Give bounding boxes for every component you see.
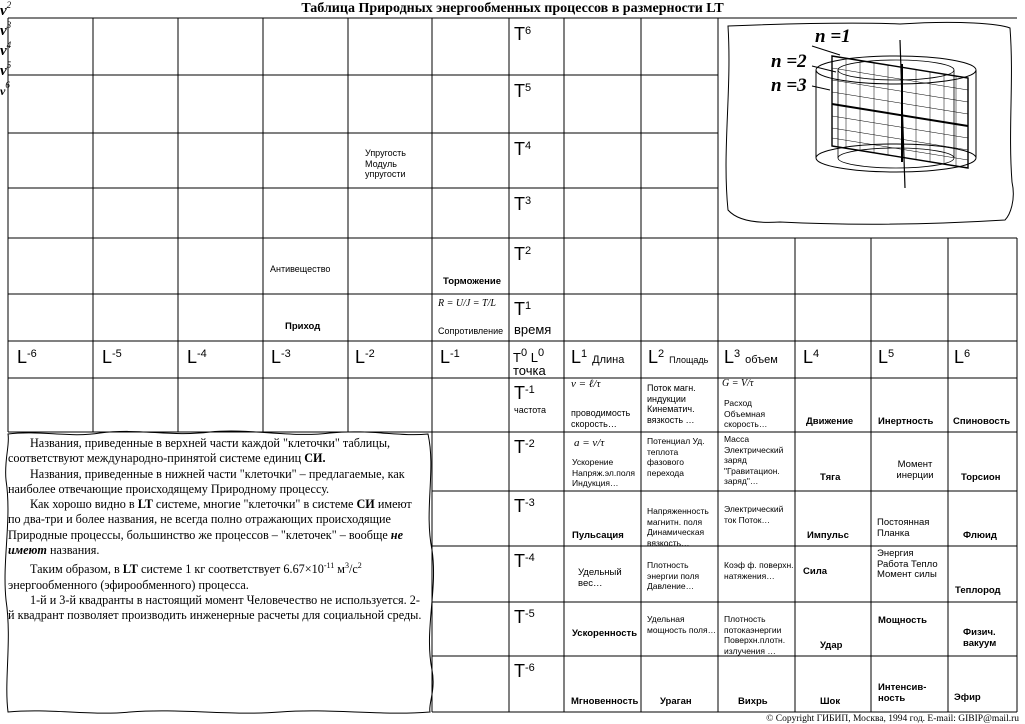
page-title: Таблица Природных энергообменных процессов в размерности LT xyxy=(301,1,724,16)
paragraph-1: Названия, приведенные в верхней части каждой "клеточки" таблицы, соответствуют международно-принятой системе единиц СИ. xyxy=(8,436,391,466)
axis-t6: $T^6$ xyxy=(514,24,532,44)
axis-l2: $L^2$ Площадь xyxy=(648,347,709,367)
axis-l3: $L^3$ объем xyxy=(724,347,778,367)
axis-l5: $L^5$ xyxy=(878,347,895,367)
cell-speeding: Ускоренность xyxy=(572,628,638,639)
axis-lm5: $L^{-5}$ xyxy=(102,347,122,367)
axis-t1: $T^1$ xyxy=(514,299,532,319)
axis-tm4: $T^{-4}$ xyxy=(514,551,535,571)
cell-conductivity: проводимость скорость… xyxy=(571,408,631,429)
paragraph-2: Названия, приведенные в нижней части "клеточки" – предлагаемые, как наиболее отвечающие происходящему Природному процессу. xyxy=(8,466,405,496)
cell-specific-weight: Удельный вес… xyxy=(578,568,622,589)
cell-motion: Движение xyxy=(806,416,854,427)
cell-antimatter: Антивещество xyxy=(270,264,331,274)
axis-tm3: $T^{-3}$ xyxy=(514,496,535,516)
axis-tm1: $T^{-1}$ xyxy=(514,383,535,403)
paragraph-3: Как хорошо видно в LT системе, многие "клеточки" в системе СИ имеют по два-три и более названия, не всегда полно отражающих происходящие Природные процессы, большинство же процессов – "клеточек" – вообще не имеют названия. xyxy=(8,497,412,558)
axis-t4: $T^4$ xyxy=(514,139,532,159)
cell-accel-formula: a = v/τ xyxy=(574,437,605,449)
cell-specific-power: Удельная мощность поля… xyxy=(647,614,717,635)
cell-flux-density: Плотность потокаэнергии Поверхн.плотн. излучения … xyxy=(724,614,786,656)
cell-planck: Постоянная Планка xyxy=(877,518,930,539)
axis-t3: $T^3$ xyxy=(514,194,532,214)
cell-moment-inertia: Момент инерции xyxy=(896,460,934,481)
cell-spinning: Спиновость xyxy=(953,416,1011,427)
cell-resistance-formula: R = U/J = T/L xyxy=(438,298,496,309)
cell-acceleration: Ускорение Напряж.эл.поля Индукция… xyxy=(572,457,635,488)
axis-lm2: $L^{-2}$ xyxy=(355,347,375,367)
cell-power: Мощность xyxy=(878,615,927,626)
cell-fluid: Флюид xyxy=(963,530,997,541)
axis-t0-label: точка xyxy=(513,363,546,378)
cell-intensity: Интенсив-ность xyxy=(878,683,927,704)
cell-elasticity: Упругость Модуль упругости xyxy=(365,148,406,179)
axis-tm6: $T^{-6}$ xyxy=(514,661,535,681)
cell-resistance: Сопротивление xyxy=(438,326,504,336)
axis-tm2: $T^{-2}$ xyxy=(514,437,535,457)
cell-instant: Мгновенность xyxy=(571,696,639,707)
axis-lm4: $L^{-4}$ xyxy=(187,347,207,367)
cell-force: Сила xyxy=(803,566,828,577)
cell-shock: Шок xyxy=(820,696,841,707)
cell-hurricane: Ураган xyxy=(660,696,692,707)
n3-label: n =3 xyxy=(771,75,807,96)
cell-consumption: Расход Объемная скорость… xyxy=(724,398,768,429)
cell-whirlwind: Вихрь xyxy=(738,696,768,707)
cylinder-diagram xyxy=(726,22,1013,224)
cell-flow-formula: G = V/τ xyxy=(722,378,754,389)
nu-6: $\nu^6$ xyxy=(0,80,10,98)
axis-t0: $T^0$ $L^0$ xyxy=(513,347,545,365)
cell-braking: Торможение xyxy=(443,276,502,287)
cell-income: Приход xyxy=(285,321,321,332)
cell-phys-vacuum: Физич. вакуум xyxy=(963,628,997,649)
cell-inertness: Инертность xyxy=(878,416,934,427)
cell-pulsation: Пульсация xyxy=(572,530,624,541)
axis-tm5: $T^{-5}$ xyxy=(514,607,535,627)
cell-magnetic-flux: Поток магн. индукции Кинематич. вязкость … xyxy=(647,383,696,425)
cell-energy: Энергия Работа Тепло Момент силы xyxy=(877,549,938,580)
axis-t5: $T^5$ xyxy=(514,81,532,101)
cell-ether: Эфир xyxy=(954,692,981,703)
axis-l4: $L^4$ xyxy=(803,347,820,367)
axis-t2: $T^2$ xyxy=(514,244,532,264)
nu-2: $\nu^2$ xyxy=(0,0,12,19)
cell-frequency: частота xyxy=(514,405,547,415)
cell-torsion: Торсион xyxy=(961,472,1001,483)
explanation-text xyxy=(8,436,426,624)
cell-impulse: Импульс xyxy=(807,530,849,541)
cell-speed-formula: v = ℓ/τ xyxy=(571,378,601,390)
nu-5: $\nu^5$ xyxy=(0,60,12,79)
cell-mass: Масса Электрический заряд "Гравитацион. заряд"… xyxy=(724,434,784,486)
copyright: © Copyright ГИБИП, Москва, 1994 год. E-mail: GIBIP@mail.ru xyxy=(766,714,1019,724)
cell-surface-tension: Коэф ф. поверхн. натяжения… xyxy=(724,560,794,581)
cell-electric-current: Электрический ток Поток… xyxy=(724,504,784,525)
axis-l6: $L^6$ xyxy=(954,347,971,367)
axis-lm1: $L^{-1}$ xyxy=(440,347,460,367)
nu-3: $\nu^3$ xyxy=(0,20,12,39)
axis-lm6: $L^{-6}$ xyxy=(17,347,37,367)
axis-l1: $L^1$ Длина xyxy=(571,347,625,367)
cell-teplorod: Теплород xyxy=(955,585,1001,596)
nu-4: $\nu^4$ xyxy=(0,40,12,59)
n2-label: n =2 xyxy=(771,51,807,72)
paragraph-5: 1-й и 3-й квадранты в настоящий момент Человечество не используется. 2-й квадрант позволяет производить инженерные расчеты для социальной среды. xyxy=(8,593,422,623)
axis-t1-label: время xyxy=(514,322,552,337)
cell-blow: Удар xyxy=(820,640,843,651)
cell-magnetic-tension: Напряженность магнитн. поля Динамическая вязкость… xyxy=(647,506,709,548)
paragraph-4: Таким образом, в LT системе 1 кг соответствует $6.67\times 10^{-11}$ $м^3/с^2$ энергообменного (эфирообменного) процесса. xyxy=(8,561,362,592)
cell-thrust: Тяга xyxy=(820,472,841,483)
axis-lm3: $L^{-3}$ xyxy=(271,347,291,367)
n1-label: n =1 xyxy=(815,26,851,47)
cell-potential: Потенциал Уд. теплота фазового перехода xyxy=(647,436,705,478)
cell-energy-density: Плотность энергии поля Давление… xyxy=(647,560,700,591)
